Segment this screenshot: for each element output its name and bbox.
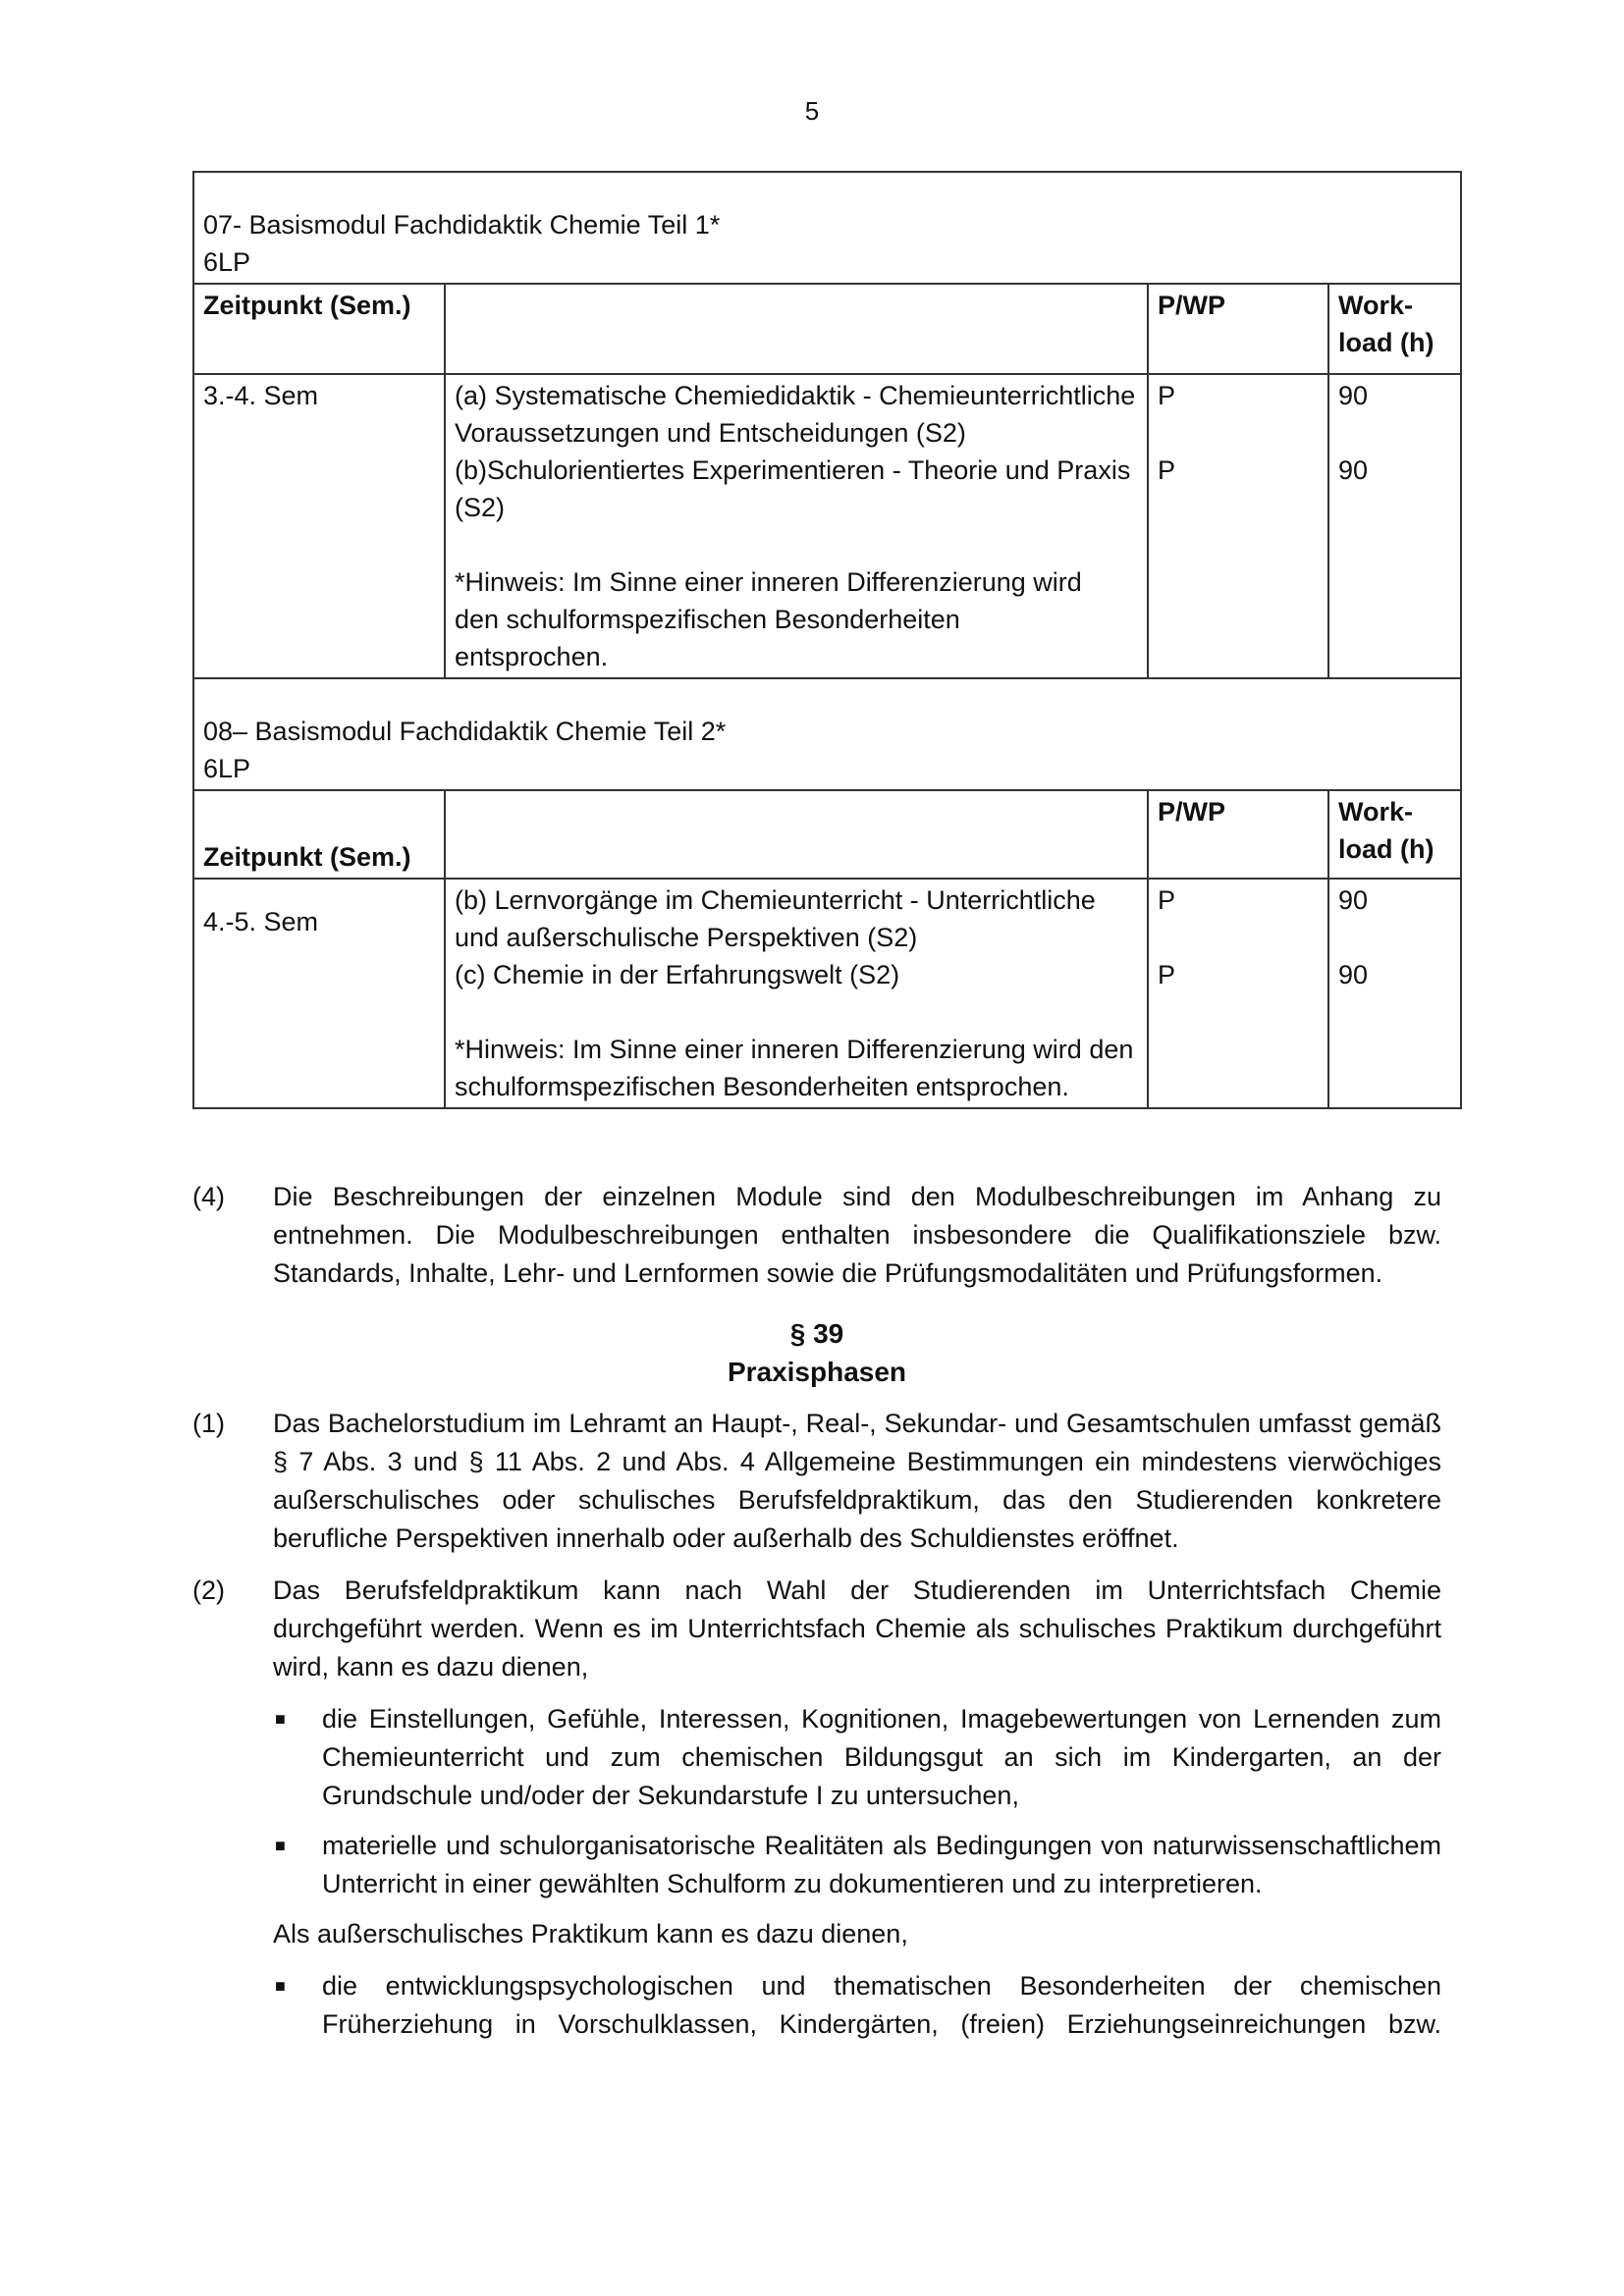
course-item: (a) Systematische Chemiedidaktik - Chemieunterrichtliche Voraussetzungen und Entscheidungen (S2) — [455, 381, 1136, 448]
module-08-pwp — [1148, 879, 1328, 1108]
paragraph-4 — [192, 1178, 1441, 1293]
module-07-column-headers — [193, 284, 1461, 374]
course-item: (b)Schulorientiertes Experimentieren - Theorie und Praxis (S2) — [455, 455, 1131, 522]
module-08-credits: 6LP — [203, 754, 251, 783]
module-08-content-row — [193, 879, 1461, 1108]
workload-header: Work-load (h) — [1328, 790, 1461, 879]
module-07-header-row — [193, 172, 1461, 284]
paragraph-text: Das Bachelorstudium im Lehramt an Haupt-, Real-, Sekundar- und Gesamtschulen umfasst gemäß § 7 Abs. 3 und § 11 Abs. 2 und Abs. 4 Allgemeine Bestimmungen ein mindestens vierwöchiges außerschulisches oder schulisches Berufsfeldpraktikum, das den Studierenden konkretere berufliche Perspektiven innerhalb oder außerhalb des Schuldienstes eröffnet. — [273, 1409, 1441, 1553]
workload-value: 90 — [1338, 960, 1369, 989]
workload-value: 90 — [1338, 455, 1369, 485]
module-08-courses — [445, 879, 1148, 1108]
module-08-title-cell — [193, 678, 1461, 790]
extra-intro: Als außerschulisches Praktikum kann es dazu dienen, — [273, 1919, 908, 1949]
module-08-note: *Hinweis: Im Sinne einer inneren Differenzierung wird den schulformspezifischen Besonderheiten entsprochen. — [455, 1035, 1134, 1101]
pwp-value: P — [1158, 455, 1176, 485]
module-08-column-headers — [193, 790, 1461, 879]
paragraph-text: Die Beschreibungen der einzelnen Module sind den Modulbeschreibungen im Anhang zu entnehmen. Die Modulbeschreibungen enthalten insbesondere die Qualifikationsziele bzw. Standards, Inhalte, Lehr- und Lernformen sowie die Prüfungsmodalitäten und Prüfungsformen. — [273, 1182, 1441, 1288]
pwp-value: P — [1158, 381, 1176, 410]
bullet-text: die entwicklungspsychologischen und thematischen Besonderheiten der chemischen Früherziehung in Vorschulklassen, Kindergärten, (freien) Erziehungseinreichungen bzw. — [322, 1971, 1441, 2039]
body-text — [192, 1178, 1441, 2069]
list-item — [273, 1700, 1441, 1815]
bullet-square-icon: ■ — [275, 1709, 286, 1729]
workload-value: 90 — [1338, 885, 1369, 915]
course-header-empty — [445, 284, 1148, 374]
extra-bullet-list — [273, 1967, 1441, 2044]
bullet-square-icon: ■ — [275, 1976, 286, 1996]
module-table — [192, 171, 1462, 1109]
list-item — [273, 1967, 1441, 2044]
zeitpunkt-header: Zeitpunkt (Sem.) — [193, 790, 445, 879]
module-07-workload — [1328, 374, 1461, 678]
paragraph-number: (1) — [192, 1409, 225, 1438]
module-07-note: *Hinweis: Im Sinne einer inneren Differenzierung wird den schulformspezifischen Besonderheiten entsprochen. — [455, 567, 1082, 671]
pwp-header: P/WP — [1148, 284, 1328, 374]
module-07-title-cell — [193, 172, 1461, 284]
paragraph-number: (2) — [192, 1575, 225, 1605]
bullet-text: materielle und schulorganisatorische Realitäten als Bedingungen von naturwissenschaftlichem Unterricht in einer gewählten Schulform zu dokumentieren und zu interpretieren. — [322, 1831, 1441, 1898]
workload-header: Work-load (h) — [1328, 284, 1461, 374]
module-08-workload — [1328, 879, 1461, 1108]
pwp-value: P — [1158, 960, 1176, 989]
zeitpunkt-header: Zeitpunkt (Sem.) — [193, 284, 445, 374]
pwp-header: P/WP — [1148, 790, 1328, 879]
paragraph-1 — [192, 1405, 1441, 1558]
module-07-courses — [445, 374, 1148, 678]
bullet-square-icon: ■ — [275, 1836, 286, 1855]
list-item — [273, 1827, 1441, 1903]
page-number: 5 — [804, 96, 820, 126]
course-item: (c) Chemie in der Erfahrungswelt (S2) — [455, 960, 900, 989]
bullet-text: die Einstellungen, Gefühle, Interessen, Kognitionen, Imagebewertungen von Lernenden zum Chemieunterricht und zum chemischen Bildungsgut an sich im Kindergarten, an der Grundschule und/oder der Sekundarstufe I zu untersuchen, — [322, 1704, 1441, 1810]
course-item: (b) Lernvorgänge im Chemieunterricht - Unterrichtliche und außerschulische Perspektiven (S2) — [455, 885, 1096, 952]
module-08-semester: 4.-5. Sem — [193, 879, 445, 1108]
module-07-content-row — [193, 374, 1461, 678]
section-title: Praxisphasen — [727, 1357, 907, 1387]
module-08-header-row — [193, 678, 1461, 790]
module-07-title: 07- Basismodul Fachdidaktik Chemie Teil 1* — [203, 210, 721, 240]
pwp-value: P — [1158, 885, 1176, 915]
module-07-semester: 3.-4. Sem — [193, 374, 445, 678]
paragraph-2 — [192, 1572, 1441, 2056]
school-bullet-list — [273, 1700, 1441, 1903]
module-07-credits: 6LP — [203, 247, 251, 277]
section-heading — [192, 1314, 1441, 1391]
module-07-pwp — [1148, 374, 1328, 678]
paragraph-text: Das Berufsfeldpraktikum kann nach Wahl der Studierenden im Unterrichtsfach Chemie durchgeführt werden. Wenn es im Unterrichtsfach Chemie als schulisches Praktikum durchgeführt wird, kann es dazu dienen, — [273, 1575, 1441, 1682]
workload-value: 90 — [1338, 381, 1369, 410]
paragraph-2-body — [273, 1572, 1441, 2056]
module-08-title: 08– Basismodul Fachdidaktik Chemie Teil 2* — [203, 717, 727, 746]
course-header-empty — [445, 790, 1148, 879]
paragraph-number: (4) — [192, 1182, 225, 1211]
section-number: § 39 — [789, 1318, 844, 1349]
